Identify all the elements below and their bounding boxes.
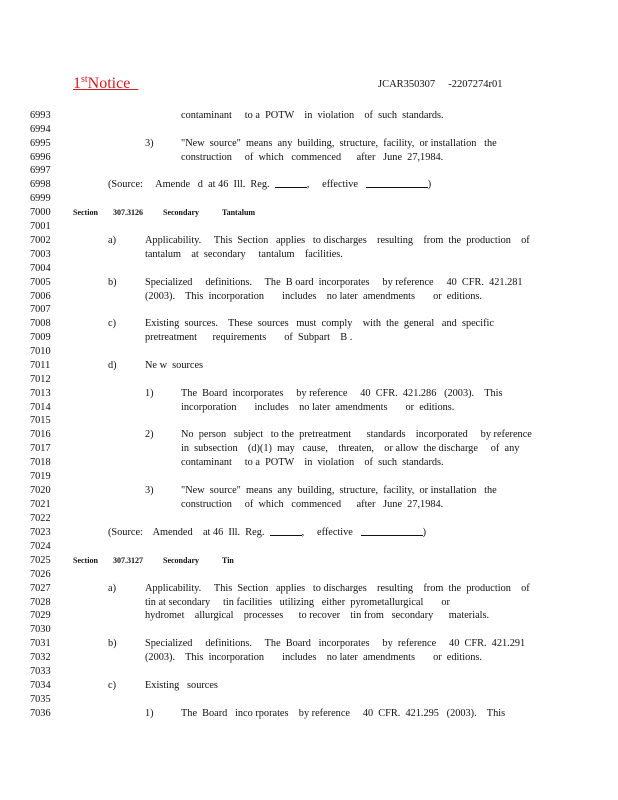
line-text: Existing sources	[145, 680, 218, 691]
line-7006	[0, 290, 618, 303]
section-number: 307.3127	[113, 556, 143, 565]
item-label: 1)	[145, 388, 154, 399]
line-text: in subsection (d)(1) may cause, threaten, or allow the discharge of any	[181, 443, 520, 454]
item-label: 3)	[145, 485, 154, 496]
line-number: 7002	[30, 235, 51, 246]
line-7034	[0, 679, 618, 692]
line-number: 7012	[30, 374, 51, 385]
document-id: JCAR350307 -2207274r01	[378, 79, 503, 90]
line-7010	[0, 345, 618, 358]
line-6997	[0, 164, 618, 177]
line-7011	[0, 359, 618, 372]
source-note	[108, 526, 426, 539]
item-label: b)	[108, 638, 117, 649]
line-text: (2003). This incorporation includes no later amendments or editions.	[145, 652, 482, 663]
source-note	[108, 178, 431, 191]
line-7013	[0, 387, 618, 400]
blank-line	[361, 526, 423, 536]
line-number: 7008	[30, 318, 51, 329]
source-text: (Source: Amende d at 46 Ill. Reg.	[108, 179, 270, 190]
line-number: 7010	[30, 346, 51, 357]
line-number: 6993	[30, 110, 51, 121]
line-number: 7015	[30, 415, 51, 426]
source-effective: , effective	[301, 527, 353, 538]
item-label: d)	[108, 360, 117, 371]
line-7016	[0, 428, 618, 441]
line-number: 7035	[30, 694, 51, 705]
line-7004	[0, 262, 618, 275]
line-number: 7022	[30, 513, 51, 524]
line-number: 7000	[30, 207, 51, 218]
line-text: Specialized definitions. The Board incorporates by reference 40 CFR. 421.291	[145, 638, 526, 649]
line-7031	[0, 637, 618, 650]
section-label: Section	[73, 556, 98, 565]
line-7001	[0, 220, 618, 233]
line-7000	[0, 206, 618, 219]
line-text: "New source" means any building, structure, facility, or installation the	[181, 485, 497, 496]
line-number: 7030	[30, 624, 51, 635]
line-number: 7006	[30, 291, 51, 302]
line-number: 7018	[30, 457, 51, 468]
line-number: 6996	[30, 152, 51, 163]
line-number: 7034	[30, 680, 51, 691]
notice-word: Notice	[87, 75, 131, 92]
line-7018	[0, 456, 618, 469]
line-7024	[0, 540, 618, 553]
line-7009	[0, 331, 618, 344]
line-number: 7036	[30, 708, 51, 719]
line-7027	[0, 582, 618, 595]
line-number: 7021	[30, 499, 51, 510]
line-7007	[0, 303, 618, 316]
line-number: 7009	[30, 332, 51, 343]
line-number: 7019	[30, 471, 51, 482]
line-number: 7033	[30, 666, 51, 677]
line-6994	[0, 123, 618, 136]
line-7026	[0, 568, 618, 581]
line-number: 7027	[30, 583, 51, 594]
source-text: (Source: Amended at 46 Ill. Reg.	[108, 527, 265, 538]
notice-number: 1	[73, 75, 81, 92]
line-7017	[0, 442, 618, 455]
line-number: 7020	[30, 485, 51, 496]
item-label: a)	[108, 235, 116, 246]
line-7028	[0, 596, 618, 609]
line-7008	[0, 317, 618, 330]
line-7029	[0, 609, 618, 622]
line-number: 7032	[30, 652, 51, 663]
line-number: 7003	[30, 249, 51, 260]
blank-line	[366, 178, 428, 188]
line-6993	[0, 109, 618, 122]
line-number: 7026	[30, 569, 51, 580]
item-label: a)	[108, 583, 116, 594]
line-text: contaminant to a POTW in violation of such standards.	[181, 457, 444, 468]
line-7002	[0, 234, 618, 247]
line-7035	[0, 693, 618, 706]
line-7022	[0, 512, 618, 525]
line-number: 7017	[30, 443, 51, 454]
line-text: pretreatment requirements of Subpart B .	[145, 332, 353, 343]
line-text: tantalum at secondary tantalum facilities.	[145, 249, 343, 260]
line-number: 7014	[30, 402, 51, 413]
line-text: The Board inco rporates by reference 40 CFR. 421.295 (2003). This	[181, 708, 506, 719]
line-number: 6998	[30, 179, 51, 190]
line-text: contaminant to a POTW in violation of such standards.	[181, 110, 444, 121]
line-text: incorporation includes no later amendments or editions.	[181, 402, 455, 413]
line-6996	[0, 151, 618, 164]
line-number: 7025	[30, 555, 51, 566]
item-label: 3)	[145, 138, 154, 149]
line-number: 7005	[30, 277, 51, 288]
line-number: 7029	[30, 610, 51, 621]
notice-heading	[73, 74, 138, 93]
line-number: 7028	[30, 597, 51, 608]
source-close: )	[427, 179, 432, 190]
section-number: 307.3126	[113, 208, 143, 217]
line-7025	[0, 554, 618, 567]
line-number: 7016	[30, 429, 51, 440]
line-text: tin at secondary tin facilities utilizing either pyrometallurgical or	[145, 597, 450, 608]
line-number: 7001	[30, 221, 51, 232]
line-7023	[0, 526, 618, 539]
line-7005	[0, 276, 618, 289]
line-number: 6999	[30, 193, 51, 204]
line-text: Ne w sources	[145, 360, 204, 371]
line-number: 6994	[30, 124, 51, 135]
line-text: Applicability. This Section applies to discharges resulting from the production of	[145, 235, 530, 246]
notice-superscript: st	[81, 74, 88, 85]
section-title: Tantalum	[222, 208, 256, 217]
line-number: 7031	[30, 638, 51, 649]
line-7036	[0, 707, 618, 720]
item-label: c)	[108, 318, 116, 329]
line-text: The Board incorporates by reference 40 CFR. 421.286 (2003). This	[181, 388, 503, 399]
section-label: Section	[73, 208, 98, 217]
line-number: 6997	[30, 165, 51, 176]
line-7033	[0, 665, 618, 678]
item-label: 1)	[145, 708, 154, 719]
item-label: c)	[108, 680, 116, 691]
line-7021	[0, 498, 618, 511]
line-number: 7007	[30, 304, 51, 315]
line-6998	[0, 178, 618, 191]
line-text: No person subject to the pretreatment standards incorporated by reference	[181, 429, 532, 440]
line-text: construction of which commenced after June 27,1984.	[181, 499, 444, 510]
line-text: hydromet allurgical processes to recover tin from secondary materials.	[145, 610, 490, 621]
line-number: 7011	[30, 360, 51, 371]
line-text: Applicability. This Section applies to discharges resulting from the production of	[145, 583, 530, 594]
line-number: 7004	[30, 263, 51, 274]
line-number: 6995	[30, 138, 51, 149]
item-label: 2)	[145, 429, 154, 440]
line-text: Specialized definitions. The B oard incorporates by reference 40 CFR. 421.281	[145, 277, 523, 288]
line-6995	[0, 137, 618, 150]
blank-line	[270, 526, 302, 536]
line-7003	[0, 248, 618, 261]
line-7030	[0, 623, 618, 636]
line-text: (2003). This incorporation includes no later amendments or editions.	[145, 291, 482, 302]
line-7014	[0, 401, 618, 414]
line-7019	[0, 470, 618, 483]
source-effective: , effective	[306, 179, 359, 190]
section-title: Secondary	[163, 208, 199, 217]
line-number: 7023	[30, 527, 51, 538]
line-number: 7013	[30, 388, 51, 399]
line-text: Existing sources. These sources must comply with the general and specific	[145, 318, 494, 329]
section-title: Secondary	[163, 556, 199, 565]
section-title: Tin	[222, 556, 234, 565]
blank-line	[275, 178, 307, 188]
line-number: 7024	[30, 541, 51, 552]
item-label: b)	[108, 277, 117, 288]
line-7012	[0, 373, 618, 386]
source-close: )	[422, 527, 427, 538]
line-7015	[0, 414, 618, 427]
line-6999	[0, 192, 618, 205]
line-text: "New source" means any building, structure, facility, or installation the	[181, 138, 497, 149]
line-7032	[0, 651, 618, 664]
line-text: construction of which commenced after June 27,1984.	[181, 152, 444, 163]
line-7020	[0, 484, 618, 497]
